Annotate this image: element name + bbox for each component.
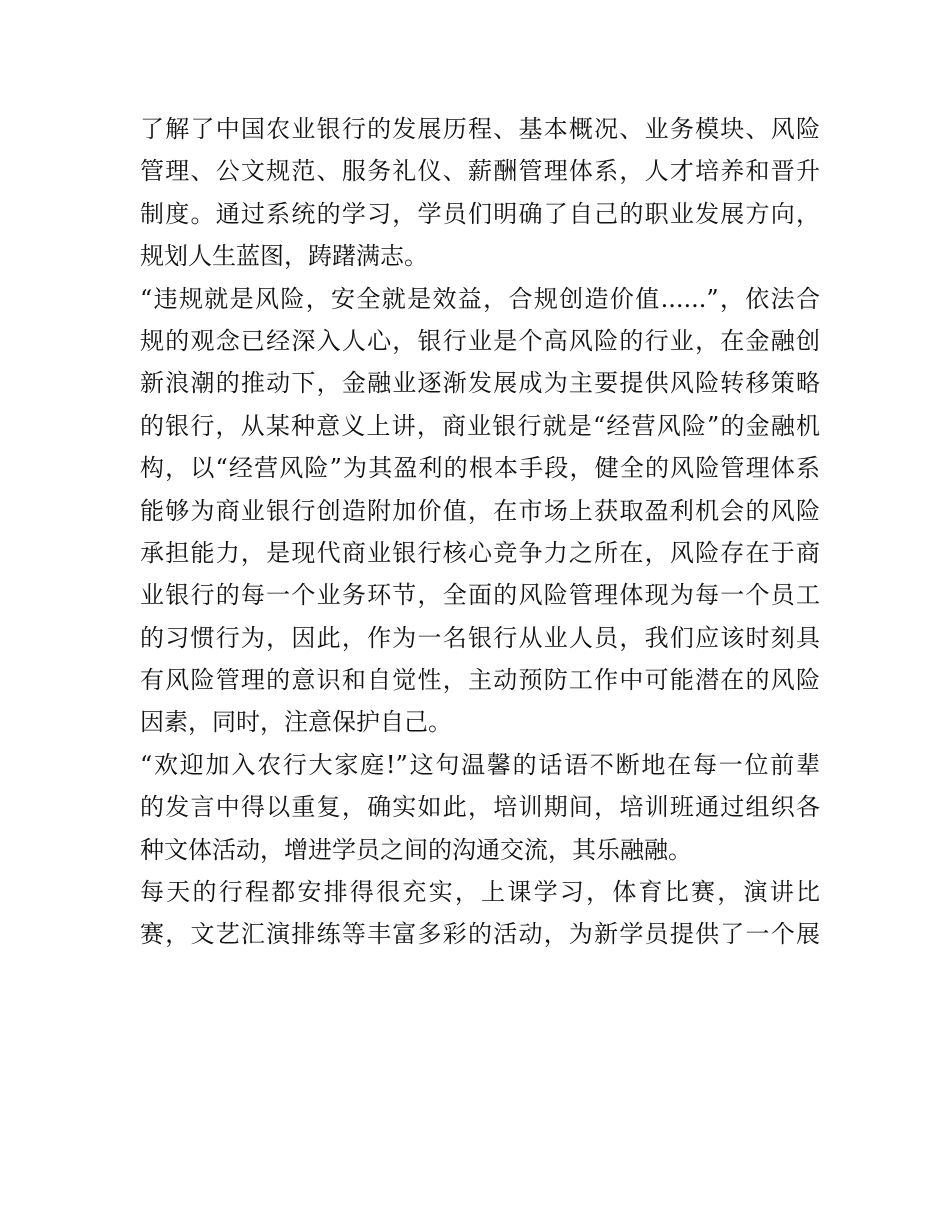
text-line: 业银行的每一个业务环节，全面的风险管理体现为每一个员工 [140,581,820,610]
text-line: 的发言中得以重复，确实如此，培训期间，培训班通过组织各 [140,793,820,822]
text-line: 的银行，从某种意义上讲，商业银行就是“经营风险”的金融机 [140,411,820,440]
text-line: 管理、公文规范、服务礼仪、薪酬管理体系，人才培养和晋升 [140,157,820,186]
text-line: 因素，同时，注意保护自己。 [140,708,452,737]
paragraph-3 [140,744,820,871]
paragraph-4 [140,871,820,956]
text-line: 新浪潮的推动下，金融业逐渐发展成为主要提供风险转移策略 [140,369,820,398]
text-line: 有风险管理的意识和自觉性，主动预防工作中可能潜在的风险 [140,666,820,695]
text-line: “欢迎加入农行大家庭!”这句温馨的话语不断地在每一位前辈 [140,750,820,779]
paragraph-2 [140,278,820,744]
text-line: 承担能力，是现代商业银行核心竞争力之所在，风险存在于商 [140,538,820,567]
text-line: 的习惯行为，因此，作为一名银行从业人员，我们应该时刻具 [140,623,820,652]
text-line: 种文体活动，增进学员之间的沟通交流，其乐融融。 [140,835,692,864]
body-text [140,108,820,956]
text-line: 规的观念已经深入人心，银行业是个高风险的行业，在金融创 [140,326,820,355]
text-line: 制度。通过系统的学习，学员们明确了自己的职业发展方向， [140,199,820,228]
text-line: 能够为商业银行创造附加价值，在市场上获取盈利机会的风险 [140,496,820,525]
paragraph-1 [140,108,820,278]
text-line: 每天的行程都安排得很充实，上课学习，体育比赛，演讲比 [140,878,820,907]
text-line: 赛，文艺汇演排练等丰富多彩的活动，为新学员提供了一个展 [140,920,820,949]
text-line: 规划人生蓝图，踌躇满志。 [140,242,428,271]
text-line: “违规就是风险，安全就是效益，合规创造价值......”，依法合 [140,284,820,313]
text-line: 了解了中国农业银行的发展历程、基本概况、业务模块、风险 [140,115,820,143]
text-line: 构，以“经营风险”为其盈利的根本手段，健全的风险管理体系 [140,454,820,483]
